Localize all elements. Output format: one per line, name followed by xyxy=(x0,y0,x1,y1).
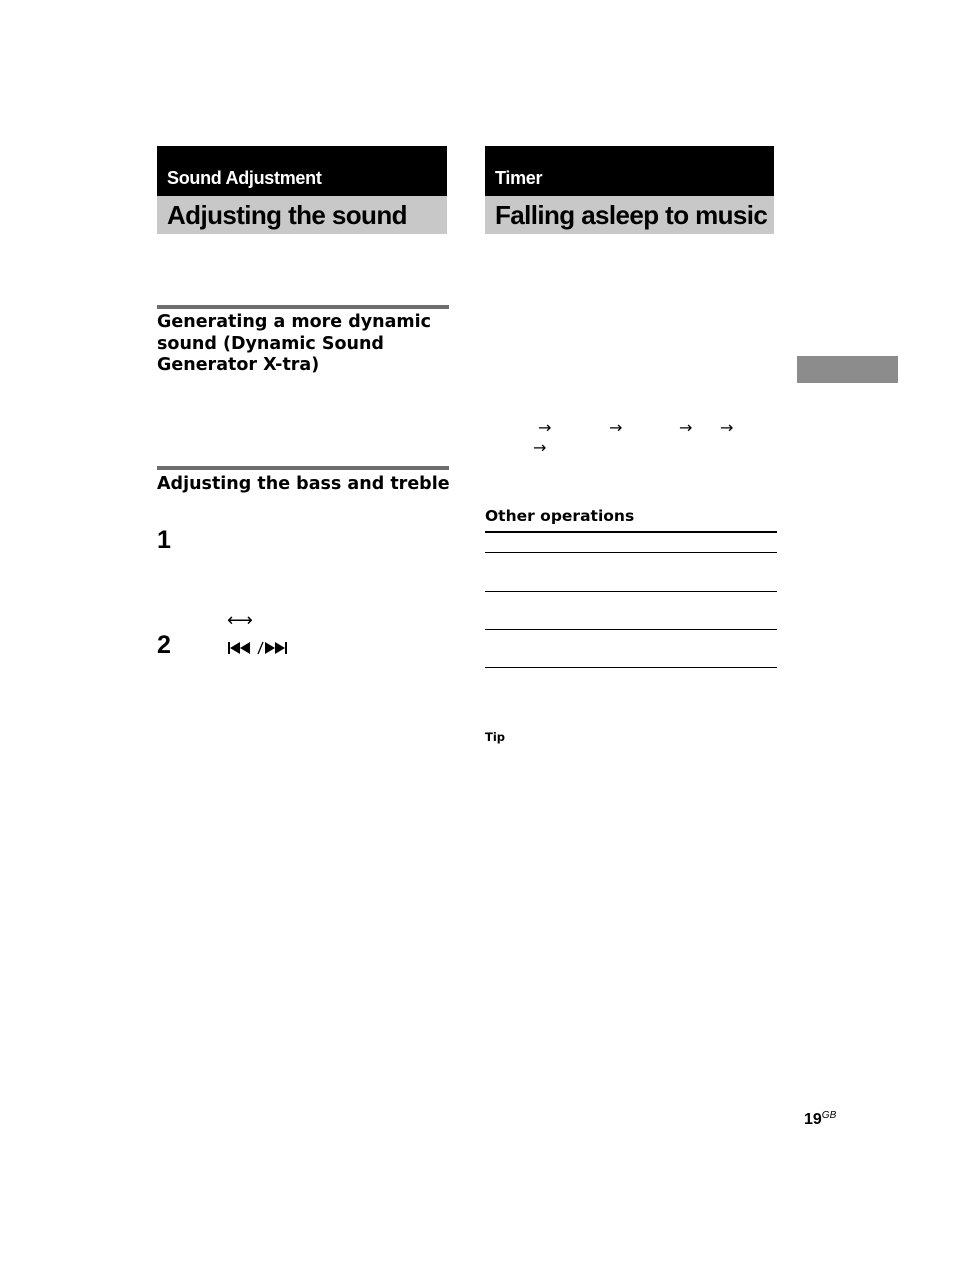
page-number-suffix: GB xyxy=(821,1110,837,1121)
tip-label: Tip xyxy=(485,730,506,744)
step-2-number: 2 xyxy=(157,631,171,659)
swap-arrow-icon: ⟷ xyxy=(227,610,253,631)
sequence-arrow-4: → xyxy=(720,418,734,437)
left-page-title xyxy=(157,196,447,234)
sequence-arrow-5: → xyxy=(533,438,547,457)
right-category-bar xyxy=(485,146,774,196)
table-row-rule xyxy=(485,591,777,592)
left-category-label: Sound Adjustment xyxy=(167,168,322,188)
section1-heading: Generating a more dynamic sound (Dynamic Sound Generator X-tra) xyxy=(157,312,432,375)
prev-next-glyphs xyxy=(228,641,292,655)
left-title-text: Adjusting the sound xyxy=(167,200,407,230)
sequence-arrow-1: → xyxy=(538,418,552,437)
page-number-value: 19 xyxy=(804,1111,822,1128)
chapter-side-tab xyxy=(797,356,898,383)
right-category-label: Timer xyxy=(495,168,543,188)
prev-next-icon xyxy=(228,641,292,655)
table-bottom-rule xyxy=(485,667,777,668)
section1-rule xyxy=(157,305,449,309)
page-number xyxy=(804,1111,836,1129)
section2-heading: Adjusting the bass and treble xyxy=(157,474,450,494)
sequence-arrow-3: → xyxy=(679,418,693,437)
left-category-bar xyxy=(157,146,447,196)
right-title-text: Falling asleep to music xyxy=(495,200,768,230)
step-1-number: 1 xyxy=(157,526,171,554)
right-page-title xyxy=(485,196,774,234)
table-row-rule xyxy=(485,552,777,553)
table-top-rule xyxy=(485,531,777,533)
operations-table xyxy=(485,531,777,671)
sequence-arrow-2: → xyxy=(609,418,623,437)
table-row-rule xyxy=(485,629,777,630)
other-operations-heading: Other operations xyxy=(485,507,635,525)
section2-rule xyxy=(157,466,449,470)
